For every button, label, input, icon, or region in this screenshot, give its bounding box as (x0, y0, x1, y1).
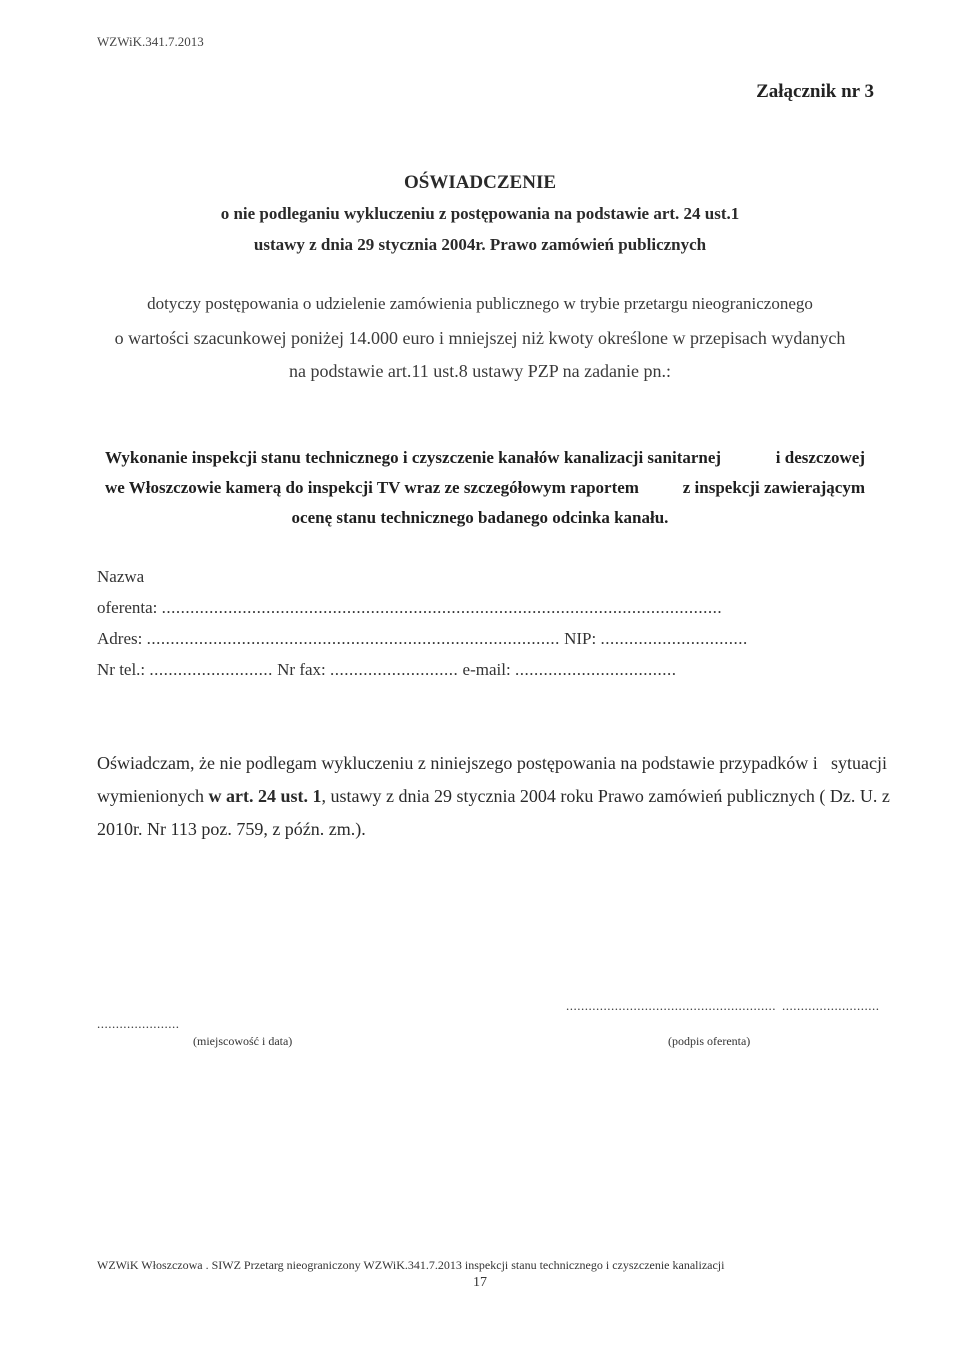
fax-label: Nr fax: (277, 660, 326, 679)
annex-label: Załącznik nr 3 (756, 81, 874, 102)
signature-fill-line-2[interactable]: .......................... (782, 998, 880, 1013)
name-label: Nazwa (97, 567, 145, 586)
place-date-caption: (miejscowość i data) (193, 1034, 293, 1048)
tel-fill-line[interactable]: .......................... (149, 660, 273, 679)
declaration-line-2-a: wymienionych (97, 786, 209, 806)
declaration-line-3: 2010r. Nr 113 poz. 759, z późn. zm.). (97, 819, 366, 839)
task-line-1-left: Wykonanie inspekcji stanu technicznego i czyszczenie kanałów kanalizacji sanitarnej (105, 448, 722, 467)
task-line-2-left: we Włoszczowie kamerą do inspekcji TV wraz ze szczegółowym raportem (105, 478, 639, 497)
task-line-1-right: i deszczowej (775, 448, 865, 467)
email-fill-line[interactable]: .................................. (514, 660, 677, 679)
nip-fill-line[interactable]: ............................... (600, 629, 748, 648)
signature-caption: (podpis oferenta) (668, 1034, 751, 1048)
declaration-line-1-left: Oświadczam, że nie podlegam wykluczeniu z niniejszego postępowania na podstawie przypadków i (97, 753, 818, 773)
reference-number: WZWiK.341.7.2013 (97, 34, 204, 49)
email-label: e-mail: (462, 660, 511, 679)
footer-text: WZWiK Włoszczowa . SIWZ Przetarg nieograniczony WZWiK.341.7.2013 inspekcji stanu technicznego i czyszczenie kanalizacji (97, 1258, 725, 1272)
tel-label: Nr tel.: (97, 660, 146, 679)
declaration-article-ref: w art. 24 ust. 1 (208, 786, 322, 806)
offerer-label: oferenta: (97, 598, 158, 617)
task-line-3: ocenę stanu technicznego badanego odcinka kanału. (291, 508, 669, 527)
declaration-line-1-right: sytuacji (831, 753, 887, 773)
contact-row (97, 660, 676, 680)
fax-fill-line[interactable]: ........................... (330, 660, 459, 679)
address-fill-line[interactable]: ....................................................................................... (146, 629, 560, 648)
document-title: OŚWIADCZENIE (403, 172, 557, 193)
scope-line-1: dotyczy postępowania o udzielenie zamówienia publicznego w trybie przetargu nieograniczonego (147, 294, 813, 313)
task-line-1 (105, 448, 865, 468)
nip-label: NIP: (564, 629, 597, 648)
page-number: 17 (473, 1275, 487, 1290)
title-line-1: o nie podleganiu wykluczeniu z postępowania na podstawie art. 24 ust.1 (220, 204, 740, 223)
task-line-2 (105, 478, 865, 498)
offerer-field[interactable] (97, 598, 722, 618)
declaration-line-2-b: , ustawy z dnia 29 stycznia 2004 roku Prawo zamówień publicznych ( Dz. U. z (321, 786, 890, 806)
address-label: Adres: (97, 629, 143, 648)
declaration-line-2 (97, 786, 890, 807)
signature-fill-line-1[interactable]: ........................................................ (566, 998, 776, 1013)
address-row (97, 629, 748, 649)
title-line-2: ustawy z dnia 29 stycznia 2004r. Prawo zamówień publicznych (253, 235, 707, 254)
place-date-fill-line[interactable]: ...................... (97, 1016, 180, 1031)
declaration-line-1 (97, 753, 887, 774)
scope-line-2: o wartości szacunkowej poniżej 14.000 euro i mniejszej niż kwoty określone w przepisach wydanych (114, 328, 846, 348)
offerer-fill-line[interactable]: ...................................................................................................................... (161, 598, 723, 617)
task-line-2-right: z inspekcji zawierającym (682, 478, 865, 497)
scope-line-3: na podstawie art.11 ust.8 ustawy PZP na zadanie pn.: (288, 361, 672, 381)
